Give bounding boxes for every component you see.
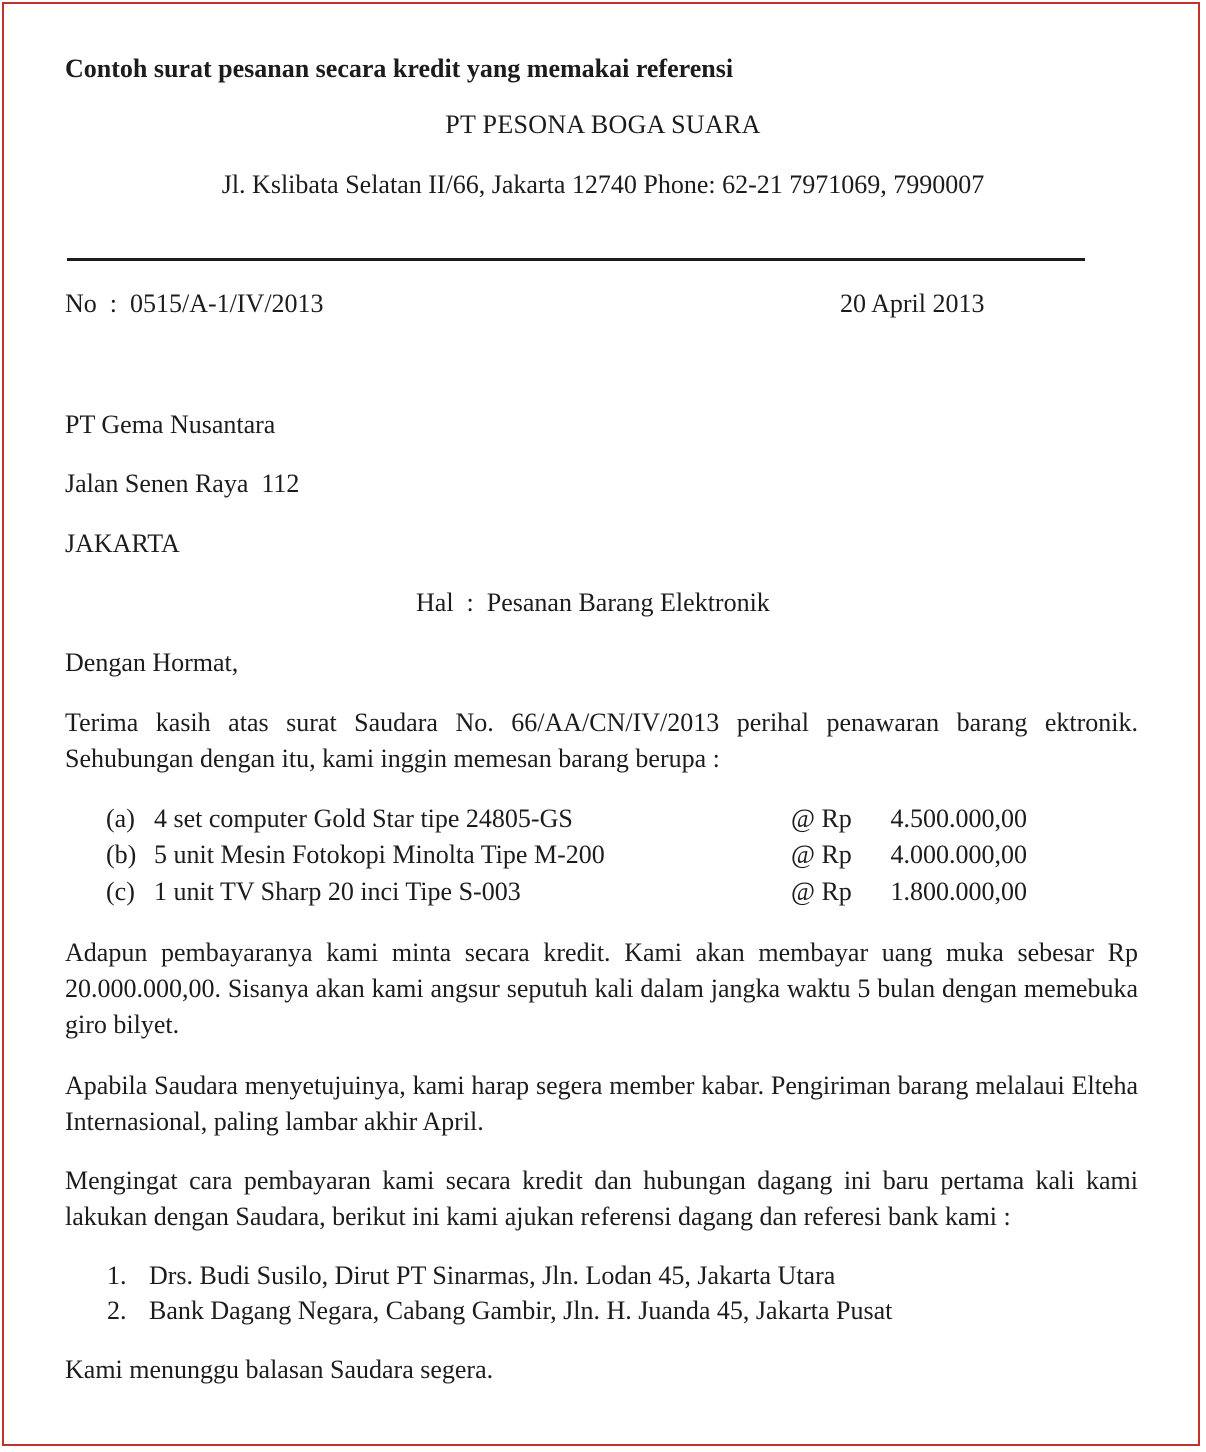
letter-date: 20 April 2013	[840, 289, 985, 318]
item-marker: (a)	[106, 804, 135, 833]
letter-number: No : 0515/A-1/IV/2013	[65, 289, 324, 318]
payment-paragraph: Adapun pembayaranya kami minta secara kredit. Kami akan membayar uang muka sebesar Rp 20.000.000,00. Sisanya akan kami angsur seputuh kali dalam jangka waktu 5 bulan dengan memebuka giro bilyet.	[65, 938, 1138, 1039]
item-marker: (c)	[106, 877, 135, 906]
item-price: 4.500.000,00	[890, 804, 1027, 833]
document-heading: Contoh surat pesanan secara kredit yang memakai referensi	[65, 54, 734, 83]
letterhead-divider	[67, 258, 1085, 261]
item-unit: @ Rp	[791, 804, 852, 833]
reference-number: 1.	[107, 1261, 127, 1290]
item-unit: @ Rp	[791, 840, 852, 869]
item-unit: @ Rp	[791, 877, 852, 906]
intro-paragraph: Terima kasih atas surat Saudara No. 66/AA/CN/IV/2013 perihal penawaran barang ektronik. Sehubungan dengan itu, kami inggin memesan barang berupa :	[65, 708, 1138, 773]
item-price: 4.000.000,00	[890, 840, 1027, 869]
delivery-paragraph: Apabila Saudara menyetujuinya, kami harap segera member kabar. Pengiriman barang melalaui Elteha Internasional, paling lambar akhir April.	[65, 1071, 1138, 1136]
closing-line: Kami menunggu balasan Saudara segera.	[65, 1355, 494, 1384]
reference-text: Bank Dagang Negara, Cabang Gambir, Jln. H. Juanda 45, Jakarta Pusat	[149, 1296, 893, 1325]
letterhead-address: Jl. Kslibata Selatan II/66, Jakarta 12740 Phone: 62-21 7971069, 7990007	[221, 170, 985, 199]
item-description: 4 set computer Gold Star tipe 24805-GS	[154, 804, 573, 833]
recipient-name: PT Gema Nusantara	[65, 410, 276, 439]
item-description: 1 unit TV Sharp 20 inci Tipe S-003	[154, 877, 521, 906]
item-marker: (b)	[106, 840, 137, 869]
item-price: 1.800.000,00	[890, 877, 1027, 906]
item-description: 5 unit Mesin Fotokopi Minolta Tipe M-200	[154, 840, 605, 869]
reference-text: Drs. Budi Susilo, Dirut PT Sinarmas, Jln. Lodan 45, Jakarta Utara	[149, 1261, 836, 1290]
letter-subject: Hal : Pesanan Barang Elektronik	[416, 588, 770, 617]
salutation: Dengan Hormat,	[65, 648, 239, 677]
reference-number: 2.	[107, 1296, 127, 1325]
recipient-city: JAKARTA	[65, 529, 180, 558]
letterhead-company: PT PESONA BOGA SUARA	[445, 110, 761, 139]
recipient-street: Jalan Senen Raya 112	[65, 469, 300, 498]
references-intro-paragraph: Mengingat cara pembayaran kami secara kredit dan hubungan dagang ini baru pertama kali kami lakukan dengan Saudara, berikut ini kami ajukan referensi dagang dan referesi bank kami :	[65, 1166, 1138, 1231]
